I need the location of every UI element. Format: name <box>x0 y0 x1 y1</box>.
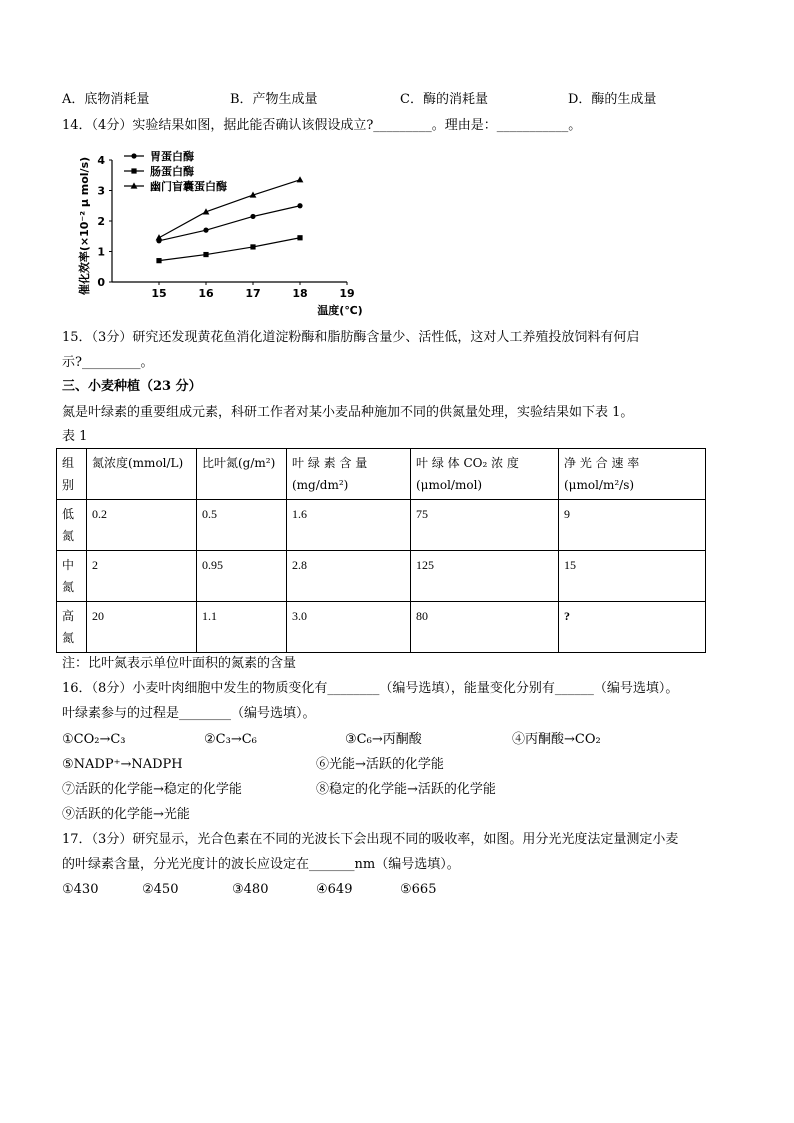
x-tick-label: 17 <box>245 287 261 300</box>
q17-option-2: ②450 <box>142 882 179 897</box>
chart-legend <box>124 149 227 193</box>
chart-x-label: 温度(℃) <box>317 304 363 317</box>
q15-line1: 15．（3分）研究还发现黄花鱼消化道淀粉酶和脂肪酶含量少、活性低，这对人工养殖投放饲料有何启 <box>62 330 640 345</box>
q13-option-a: A．底物消耗量 <box>62 92 150 107</box>
table-cell: 0.2 <box>87 500 197 551</box>
data-point-triangle <box>156 234 163 240</box>
row-group: 中 氮 <box>57 551 87 602</box>
q17-option-1: ①430 <box>62 882 99 897</box>
y-tick-label: 4 <box>97 154 105 167</box>
data-point-square <box>250 244 255 249</box>
y-tick-label: 1 <box>97 245 105 259</box>
table1-label: 表 1 <box>62 429 88 444</box>
x-tick-label: 19 <box>339 287 355 300</box>
q16-option-5: ⑤NADP⁺→NADPH <box>62 757 183 772</box>
q16-option-1: ①CO₂→C₃ <box>62 732 126 747</box>
q16-option-3: ③C₆→丙酮酸 <box>345 732 422 747</box>
table-row <box>57 500 706 551</box>
table-cell: 125 <box>411 551 559 602</box>
y-tick-label: 3 <box>97 184 105 198</box>
header-group: 组 别 <box>57 449 87 500</box>
data-point-circle <box>297 203 302 208</box>
x-tick-label: 18 <box>292 287 308 300</box>
q16-line2: 叶绿素参与的过程是________（编号选填）。 <box>62 706 316 721</box>
legend-label: 肠蛋白酶 <box>150 165 194 178</box>
q15-line2: 示?_________。 <box>62 355 154 370</box>
data-point-square <box>297 235 302 240</box>
row-group: 低 氮 <box>57 500 87 551</box>
q17-line1: 17．（3分）研究显示，光合色素在不同的光波长下会出现不同的吸收率，如图。用分光光度法定量测定小麦 <box>62 832 679 847</box>
header-photosynthesis-rate: 净 光 合 速 率 (μmol/m²/s) <box>559 449 706 500</box>
data-point-square <box>156 258 161 263</box>
table-cell: 75 <box>411 500 559 551</box>
q17-option-4: ④649 <box>316 882 353 897</box>
data-point-circle <box>250 214 255 219</box>
data-point-circle <box>131 153 136 158</box>
q17-line2: 的叶绿素含量，分光光度计的波长应设定在_______nm（编号选填）。 <box>62 857 460 872</box>
q17-option-5: ⑤665 <box>400 882 437 897</box>
table-cell: 9 <box>559 500 706 551</box>
q16-option-9: ⑨活跃的化学能→光能 <box>62 807 190 822</box>
table-cell: 0.5 <box>197 500 287 551</box>
y-tick-label: 2 <box>97 215 105 228</box>
header-co2-conc: 叶 绿 体 CO₂ 浓 度 (μmol/mol) <box>411 449 559 500</box>
section3-title: 三、小麦种植（23 分） <box>62 379 202 394</box>
data-point-triangle <box>297 176 304 182</box>
series-line-0 <box>159 206 300 241</box>
q16-option-2: ②C₃→C₆ <box>204 732 257 747</box>
q14-text: 14．（4分）实验结果如图，据此能否确认该假设成立?_________。理由是：___________。 <box>62 118 582 133</box>
x-tick-label: 16 <box>198 287 214 300</box>
table-cell: 1.6 <box>287 500 411 551</box>
table-cell: 2 <box>87 551 197 602</box>
data-point-circle <box>203 228 208 233</box>
q16-option-6: ⑥光能→活跃的化学能 <box>316 757 444 772</box>
table-cell: ? <box>559 602 706 653</box>
enzyme-activity-chart <box>72 146 372 322</box>
data-point-square <box>131 168 136 173</box>
header-chlorophyll: 叶 绿 素 含 量 (mg/dm²) <box>287 449 411 500</box>
table-cell: 80 <box>411 602 559 653</box>
q17-option-3: ③480 <box>232 882 269 897</box>
q16-option-7: ⑦活跃的化学能→稳定的化学能 <box>62 782 242 797</box>
legend-label: 胃蛋白酶 <box>150 150 194 163</box>
table-cell: 0.95 <box>197 551 287 602</box>
table-row <box>57 551 706 602</box>
q16-line1: 16．（8分）小麦叶肉细胞中发生的物质变化有________（编号选填），能量变化分别有______（编号选填）。 <box>62 681 679 696</box>
q13-option-b: B．产物生成量 <box>230 92 318 107</box>
x-tick-label: 15 <box>151 287 167 300</box>
table1-note: 注：比叶氮表示单位叶面积的氮素的含量 <box>62 656 297 671</box>
q16-option-8: ⑧稳定的化学能→活跃的化学能 <box>316 782 496 797</box>
chart-ticks <box>97 154 354 300</box>
chart-axes <box>112 160 347 282</box>
table-cell: 3.0 <box>287 602 411 653</box>
nitrogen-table <box>56 448 706 653</box>
q16-option-4: ④丙酮酸→CO₂ <box>512 732 601 747</box>
table-cell: 20 <box>87 602 197 653</box>
q13-option-d: D．酶的生成量 <box>568 92 657 107</box>
table-row <box>57 602 706 653</box>
chart-y-label: 催化效率(×10⁻² μ mol/s) <box>78 156 91 296</box>
data-point-square <box>203 252 208 257</box>
section3-intro: 氮是叶绿素的重要组成元素，科研工作者对某小麦品种施加不同的供氮量处理，实验结果如下表 1。 <box>62 405 634 420</box>
table-header-row <box>57 449 706 500</box>
row-group: 高 氮 <box>57 602 87 653</box>
table-cell: 2.8 <box>287 551 411 602</box>
q13-option-c: C．酶的消耗量 <box>400 92 488 107</box>
table-cell: 15 <box>559 551 706 602</box>
y-tick-label: 0 <box>97 276 105 289</box>
series-line-1 <box>159 238 300 261</box>
header-leaf-nitrogen: 比叶氮(g/m²) <box>197 449 287 500</box>
header-nitrogen-conc: 氮浓度(mmol/L) <box>87 449 197 500</box>
table-cell: 1.1 <box>197 602 287 653</box>
legend-label: 幽门盲囊蛋白酶 <box>150 180 227 193</box>
